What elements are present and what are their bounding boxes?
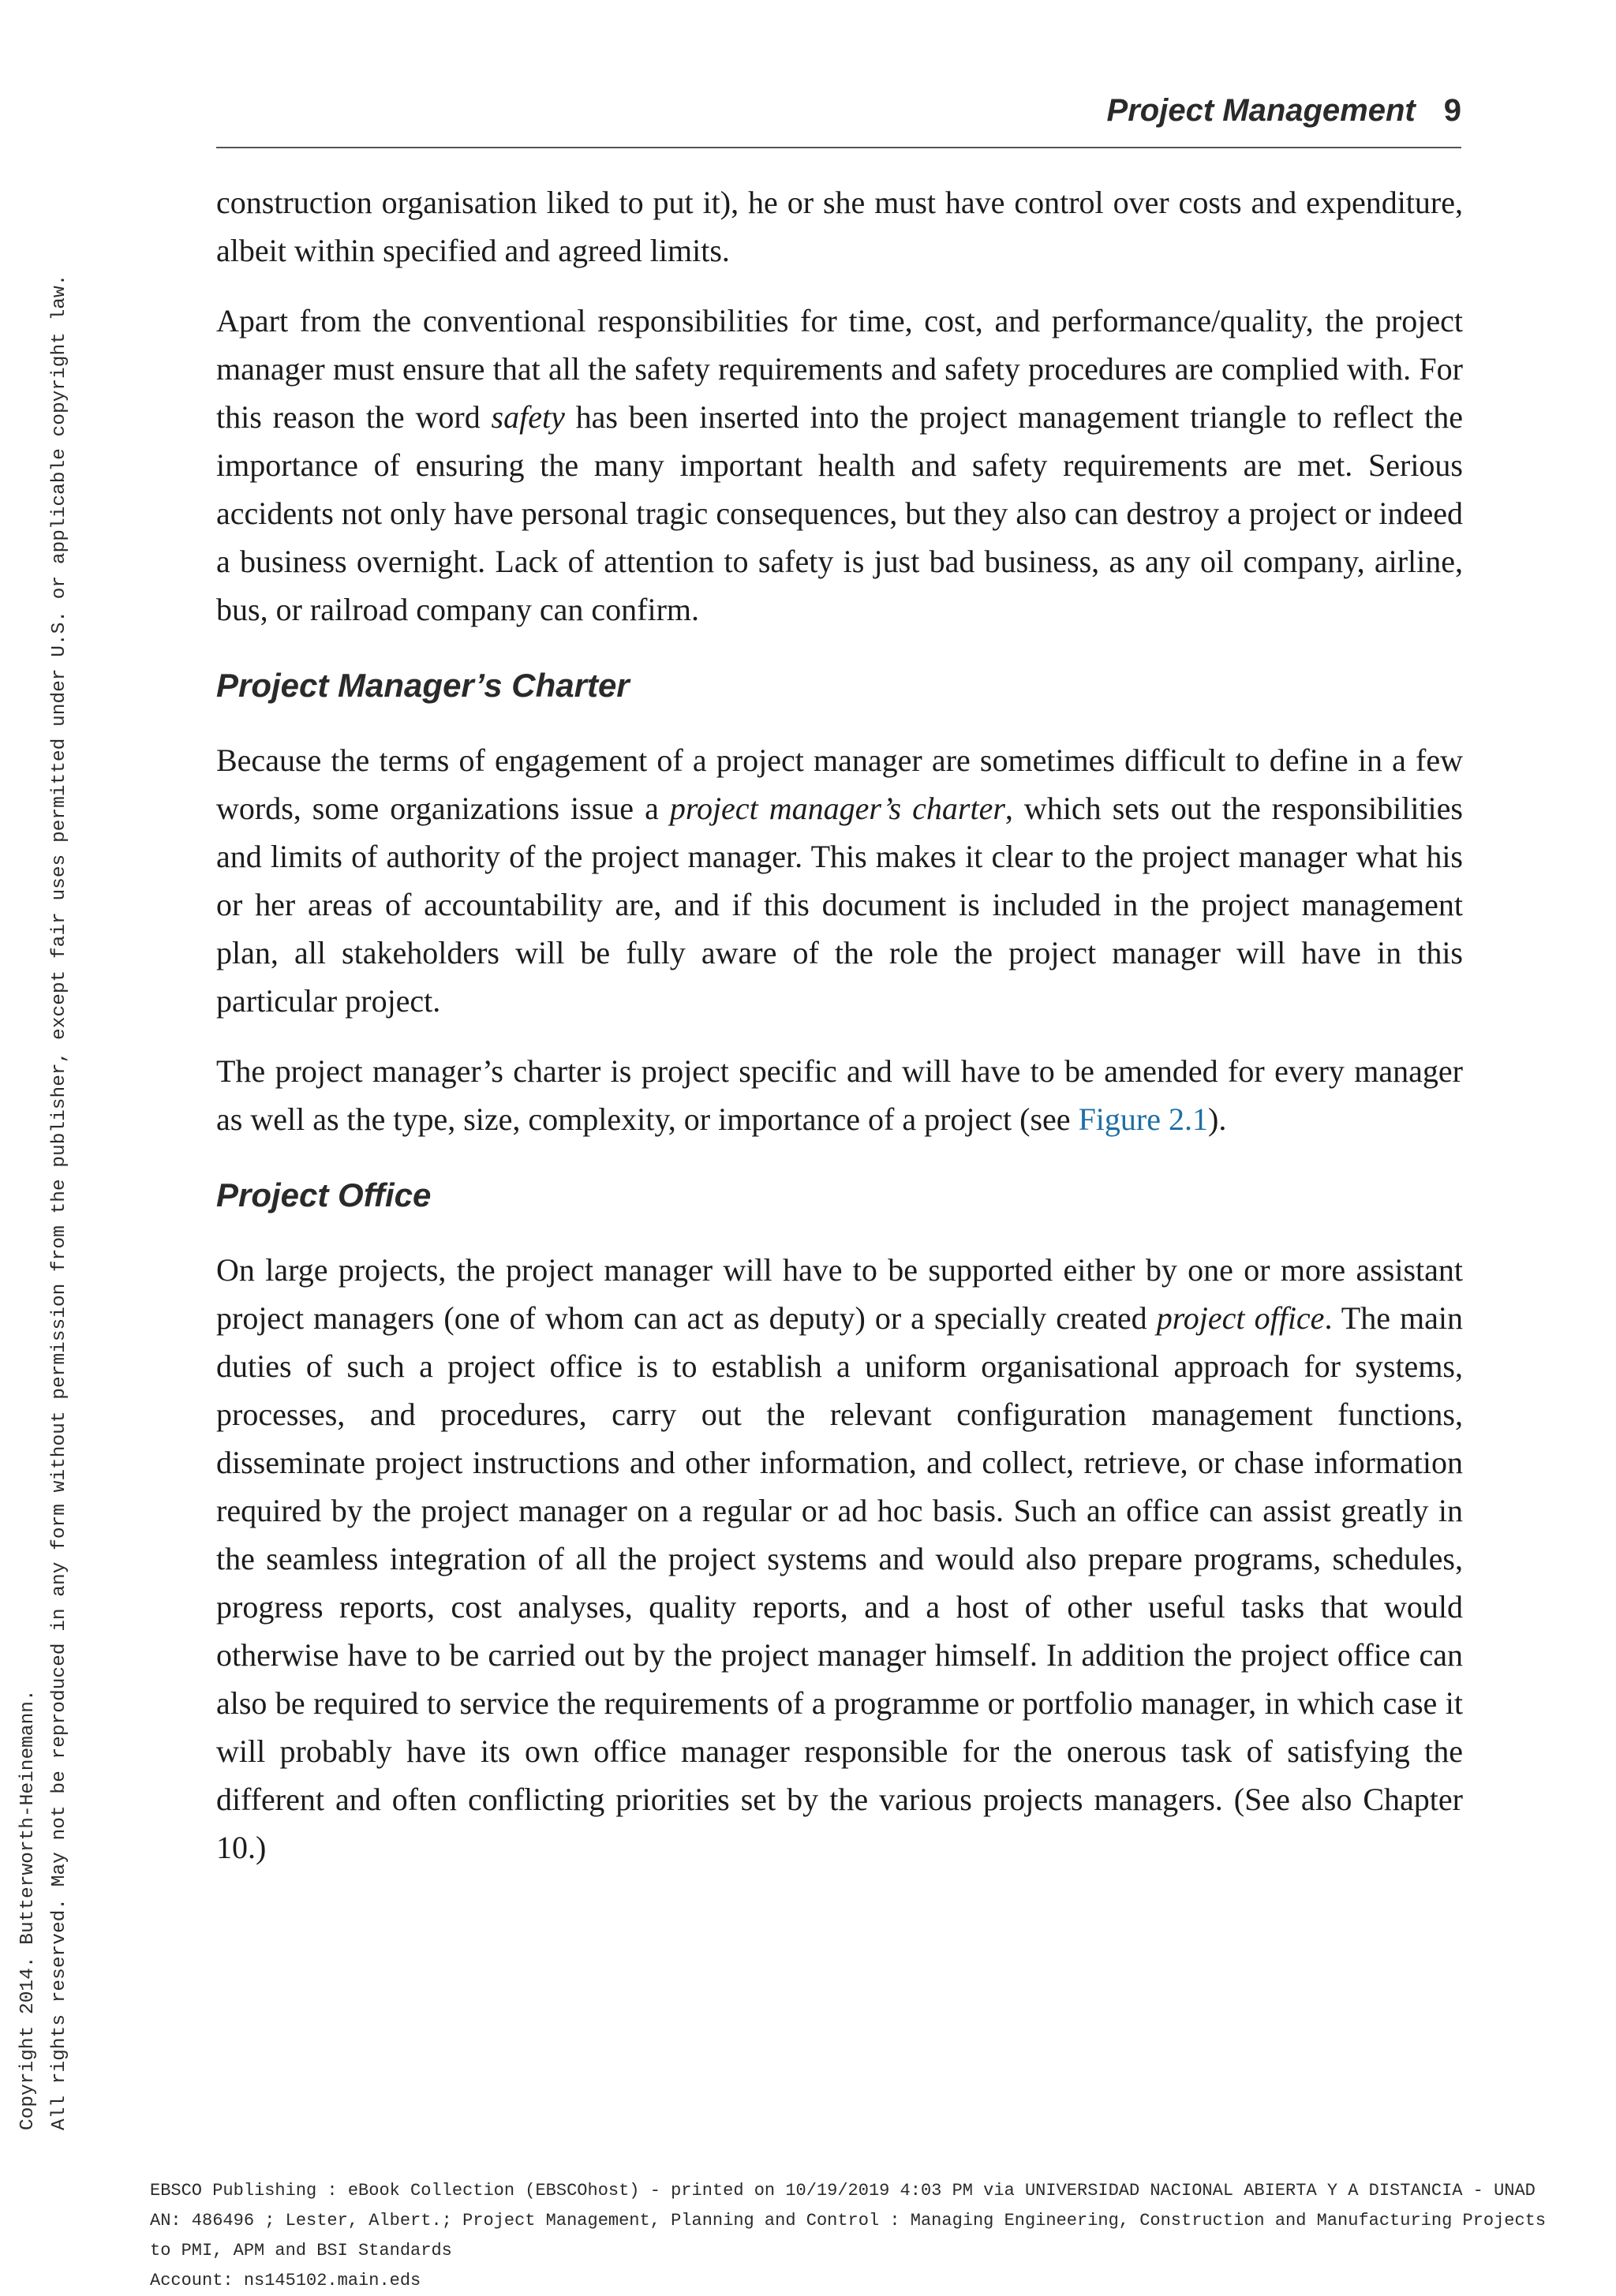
body-text xyxy=(216,178,1463,1894)
footer-line-1: EBSCO Publishing : eBook Collection (EBSCOhost) - printed on 10/19/2019 4:03 PM via UNIVERSIDAD NACIONAL ABIERTA Y A DISTANCIA - UNAD xyxy=(150,2181,1536,2201)
paragraph-continued: construction organisation liked to put it), he or she must have control over costs and expenditure, albeit within specified and agreed limits. xyxy=(216,185,1463,268)
section-heading-project-office: Project Office xyxy=(216,1176,432,1213)
figure-link[interactable]: Figure 2.1 xyxy=(1078,1101,1208,1137)
italic-term-safety: safety xyxy=(491,399,565,435)
section-heading-charter: Project Manager’s Charter xyxy=(216,667,630,704)
page-header xyxy=(216,88,1461,148)
copyright-notice xyxy=(13,275,76,2130)
footer-line-3: to PMI, APM and BSI Standards xyxy=(150,2241,452,2260)
paragraph-charter-specific: The project manager’s charter is project specific and will have to be amended for every manager as well as the type, size, complexity, or importance of a project (see Figure 2.1). xyxy=(216,1053,1463,1137)
ebsco-footer xyxy=(150,2176,1547,2296)
copyright-line-2: All rights reserved. May not be reproduced in any form without permission from the publisher, except fair uses permitted under U.S. or applicable copyright law. xyxy=(49,274,70,2130)
paragraph-safety: Apart from the conventional responsibilities for time, cost, and performance/quality, the project manager must ensure that all the safety requirements and safety procedures are complied with. For this reason the word safety has been inserted into the project management triangle to reflect the importance of ensuring the many important health and safety requirements are met. Serious accidents not only have personal tragic consequences, but they also can destroy a project or indeed a business overnight. Lack of attention to safety is just bad business, as any oil company, airline, bus, or railroad company can confirm. xyxy=(216,303,1463,627)
paragraph-project-office: On large projects, the project manager will have to be supported either by one or more assistant project managers (one of whom can act as deputy) or a specially created project office. The main duties of such a project office is to establish a uniform organisational approach for systems, processes, and procedures, carry out the relevant configuration management functions, disseminate project instructions and other information, and collect, retrieve, or chase information required by the project manager on a regular or ad hoc basis. Such an office can assist greatly in the seamless integration of all the project systems and would also prepare programs, schedules, progress reports, cost analyses, quality reports, and a host of other useful tasks that would otherwise have to be carried out by the project manager himself. In addition the project office can also be required to service the requirements of a programme or portfolio manager, in which case it will probably have its own office manager responsible for the onerous task of satisfying the different and often conflicting priorities set by the various projects managers. (See also Chapter 10.) xyxy=(216,1252,1463,1865)
page-number: 9 xyxy=(1443,93,1461,128)
running-head xyxy=(1107,93,1461,129)
footer-line-4: Account: ns145102.main.eds xyxy=(150,2271,421,2290)
paragraph-charter: Because the terms of engagement of a project manager are sometimes difficult to define in a few words, some organizations issue a project manager’s charter, which sets out the responsibilities and limits of authority of the project manager. This makes it clear to the project manager what his or her areas of accountability are, and if this document is included in the project management plan, all stakeholders will be fully aware of the role the project manager will have in this particular project. xyxy=(216,742,1463,1019)
running-title: Project Management xyxy=(1106,93,1416,128)
footer-line-2: AN: 486496 ; Lester, Albert.; Project Management, Planning and Control : Managing Engineering, Construction and Manufacturing Projects xyxy=(150,2211,1547,2231)
italic-term-project-office: project office xyxy=(1156,1300,1325,1336)
italic-term-charter: project manager’s charter xyxy=(669,791,1005,826)
copyright-line-1: Copyright 2014. Butterworth-Heinemann. xyxy=(17,1689,39,2130)
